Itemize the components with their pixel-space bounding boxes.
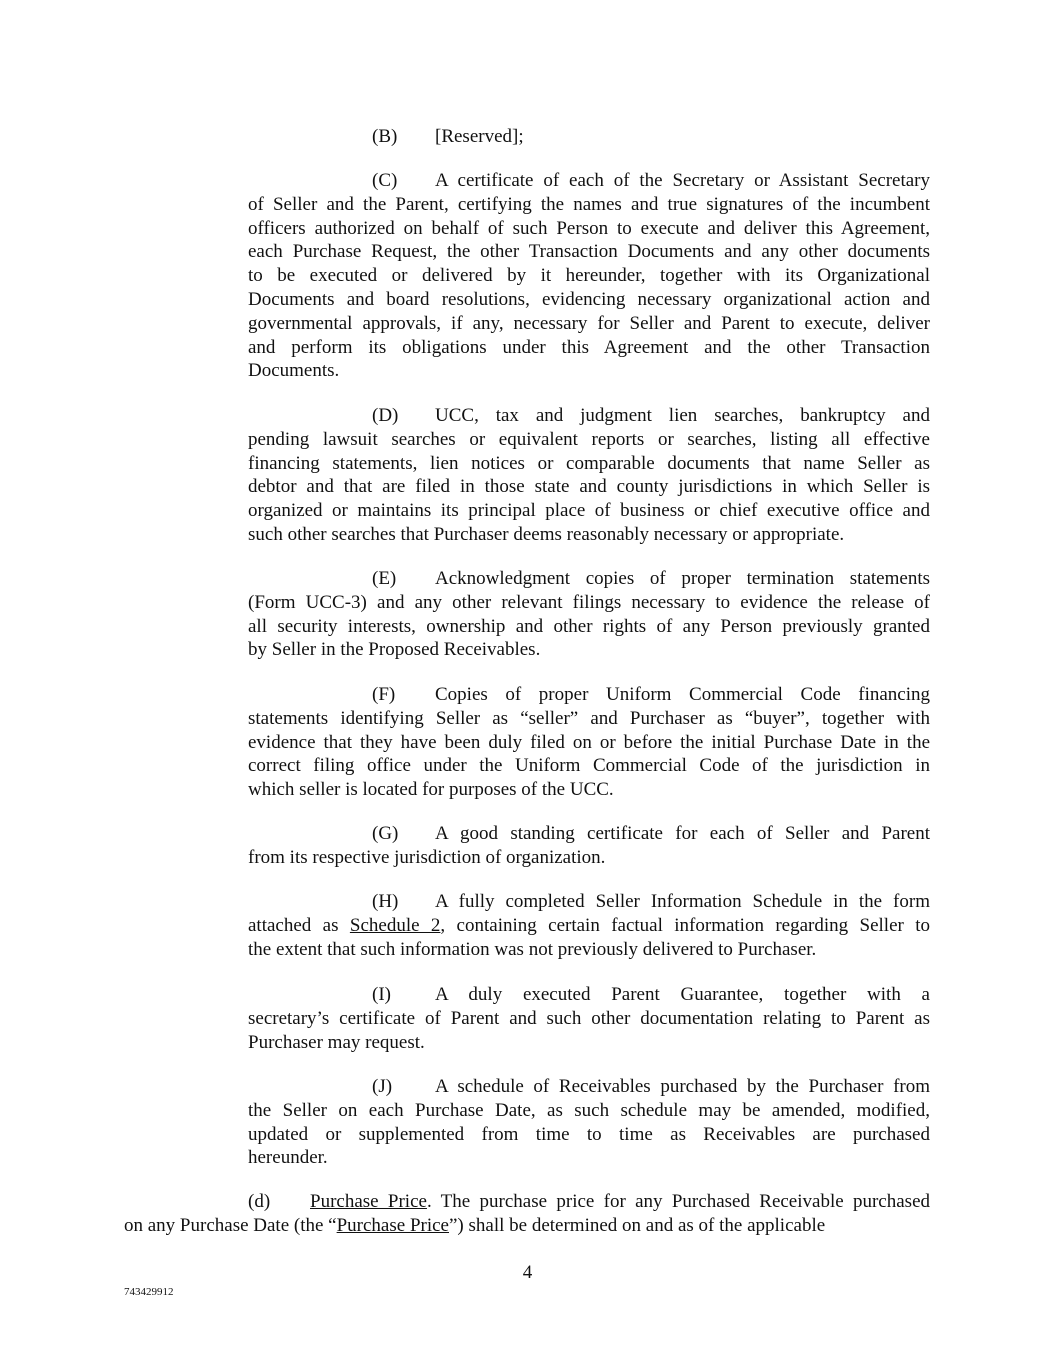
document-id: 743429912 — [124, 1286, 174, 1298]
line-text-segment: (Form UCC-3) and any other relevant filings necessary to evidence the release of — [248, 591, 930, 613]
line-text-segment: hereunder. — [248, 1147, 328, 1169]
defined-term: Schedule 2 — [349, 914, 441, 936]
text-line — [248, 731, 930, 755]
line-text — [435, 404, 930, 428]
text-line — [248, 1031, 930, 1055]
line-text-segment: the extent that such information was not previously delivered to Purchaser. — [248, 938, 817, 960]
paragraph-j — [248, 1075, 930, 1170]
text-line — [248, 1099, 930, 1123]
line-text-segment: which seller is located for purposes of the UCC. — [248, 779, 614, 801]
text-line — [248, 914, 930, 938]
line-text-segment: , containing certain factual information regarding Seller to — [440, 914, 930, 936]
line-text — [435, 890, 930, 914]
line-text-segment: A certificate of each of the Secretary or Assistant Secretary — [435, 170, 930, 191]
line-text — [435, 567, 930, 591]
line-text-segment: by Seller in the Proposed Receivables. — [248, 639, 541, 661]
line-text-segment: such other searches that Purchaser deems reasonably necessary or appropriate. — [248, 523, 845, 545]
line-text — [435, 125, 930, 149]
line-text-segment: Purchaser may request. — [248, 1031, 425, 1053]
paragraph-label: (C) — [372, 170, 398, 191]
page-number: 4 — [522, 1262, 533, 1283]
text-line — [248, 1123, 930, 1147]
line-text-segment: officers authorized on behalf of such Person to execute and deliver this Agreement, — [248, 217, 930, 239]
text-line — [248, 638, 930, 662]
line-text-segment: pending lawsuit searches or equivalent reports or searches, listing all effective — [248, 428, 930, 450]
line-text-segment: each Purchase Request, the other Transaction Documents and any other documents — [248, 241, 930, 263]
line-text-segment: and perform its obligations under this Agreement and the other Transaction — [248, 336, 930, 358]
line-text-segment: organized or maintains its principal place of business or chief executive office and — [248, 500, 930, 522]
line-text-segment: Copies of proper Uniform Commercial Code financing — [435, 684, 930, 705]
paragraph-label: (d) — [248, 1191, 271, 1212]
text-line — [248, 1007, 930, 1031]
line-text-segment: Acknowledgment copies of proper termination statements — [435, 568, 930, 589]
text-line — [248, 1146, 930, 1170]
line-text-segment: updated or supplemented from time to time as Receivables are purchased — [248, 1123, 930, 1145]
paragraph-label: (H) — [372, 891, 399, 912]
line-text-segment: [Reserved]; — [435, 126, 524, 147]
line-text-segment: all security interests, ownership and other rights of any Person previously granted — [248, 615, 930, 637]
text-line — [124, 1214, 930, 1238]
line-text-segment: correct filing office under the Uniform Commercial Code of the jurisdiction in — [248, 755, 930, 777]
paragraph-h — [248, 890, 930, 961]
line-text-segment: UCC, tax and judgment lien searches, bankruptcy and — [435, 405, 930, 426]
text-line — [248, 890, 930, 914]
text-line — [248, 217, 930, 241]
paragraph-label: (F) — [372, 684, 396, 705]
line-text — [310, 1190, 930, 1214]
paragraph-c — [248, 169, 930, 383]
paragraph-d — [248, 404, 930, 547]
paragraph-f — [248, 683, 930, 802]
line-text-segment: from its respective jurisdiction of organization. — [248, 846, 606, 868]
line-text — [435, 822, 930, 846]
defined-term: Purchase Price — [310, 1191, 427, 1212]
line-text-segment: evidence that they have been duly filed on or before the initial Purchase Date in the — [248, 731, 930, 753]
line-text-segment: governmental approvals, if any, necessary for Seller and Parent to execute, deliver — [248, 312, 930, 334]
line-text-segment: to be executed or delivered by it hereunder, together with its Organizational — [248, 265, 930, 287]
text-line — [248, 312, 930, 336]
text-line — [248, 938, 930, 962]
defined-term: Purchase Price — [336, 1214, 449, 1236]
line-text-segment: of Seller and the Parent, certifying the names and true signatures of the incumbent — [248, 193, 930, 215]
text-line — [248, 428, 930, 452]
text-line — [248, 591, 930, 615]
line-text — [435, 1075, 930, 1099]
line-text-segment: A schedule of Receivables purchased by the Purchaser from — [435, 1076, 930, 1097]
text-line — [248, 1075, 930, 1099]
paragraph-e — [248, 567, 930, 662]
text-line — [248, 125, 930, 149]
text-line — [248, 499, 930, 523]
line-text-segment: A good standing certificate for each of Seller and Parent — [435, 823, 930, 844]
text-line — [248, 683, 930, 707]
text-line — [248, 615, 930, 639]
text-line — [248, 240, 930, 264]
line-text-segment: debtor and that are filed in those state and county jurisdictions in which Seller is — [248, 476, 930, 498]
text-line — [248, 754, 930, 778]
text-line — [248, 169, 930, 193]
line-text-segment: the Seller on each Purchase Date, as such schedule may be amended, modified, — [248, 1099, 930, 1121]
paragraph-i — [248, 983, 930, 1054]
paragraph-b — [248, 125, 930, 149]
line-text-segment: . The purchase price for any Purchased Receivable purchased — [426, 1191, 930, 1212]
line-text — [435, 683, 930, 707]
text-line — [248, 983, 930, 1007]
line-text-segment: statements identifying Seller as “seller” and Purchaser as “buyer”, together with — [248, 707, 930, 729]
text-line — [248, 264, 930, 288]
paragraph-label: (I) — [372, 984, 391, 1005]
text-line — [248, 707, 930, 731]
text-line — [248, 336, 930, 360]
paragraph-d-lower — [124, 1190, 930, 1238]
line-text-segment: financing statements, lien notices or comparable documents that name Seller as — [248, 452, 930, 474]
paragraph-label: (G) — [372, 823, 399, 844]
text-line — [124, 1190, 930, 1214]
text-line — [248, 193, 930, 217]
line-text-segment: on any Purchase Date (the “ — [124, 1214, 337, 1236]
paragraph-label: (D) — [372, 405, 399, 426]
line-text-segment: Documents. — [248, 360, 340, 382]
line-text-segment: A fully completed Seller Information Schedule in the form — [435, 891, 930, 912]
line-text — [435, 169, 930, 193]
line-text-segment: ”) shall be determined on and as of the applicable — [449, 1214, 826, 1236]
line-text-segment: Documents and board resolutions, evidencing necessary organizational action and — [248, 288, 930, 310]
line-text-segment: A duly executed Parent Guarantee, together with a — [435, 984, 930, 1005]
text-line — [248, 778, 930, 802]
paragraph-label: (J) — [372, 1076, 393, 1097]
text-line — [248, 404, 930, 428]
paragraph-label: (E) — [372, 568, 397, 589]
line-text-segment: attached as — [248, 914, 350, 936]
text-line — [248, 567, 930, 591]
line-text — [435, 983, 930, 1007]
text-line — [248, 475, 930, 499]
paragraph-label: (B) — [372, 126, 398, 147]
paragraph-g — [248, 822, 930, 870]
text-line — [248, 523, 930, 547]
text-line — [248, 846, 930, 870]
line-text-segment: secretary’s certificate of Parent and such other documentation relating to Parent as — [248, 1007, 930, 1029]
text-line — [248, 359, 930, 383]
text-line — [248, 452, 930, 476]
text-line — [248, 822, 930, 846]
text-line — [248, 288, 930, 312]
